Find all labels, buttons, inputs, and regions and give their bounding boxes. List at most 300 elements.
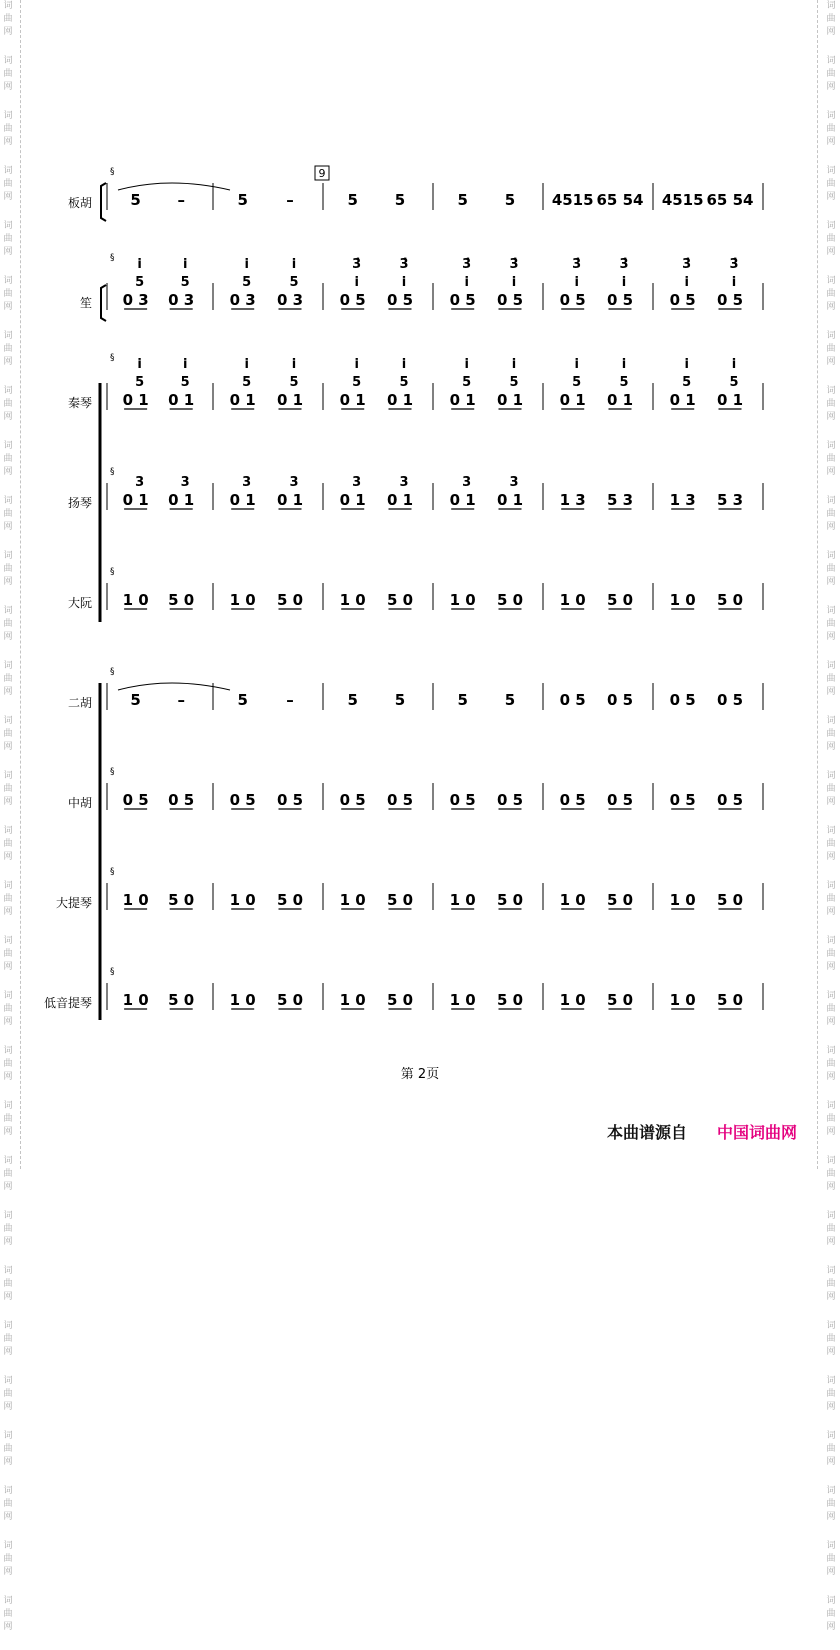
note: 0 5: [339, 291, 366, 309]
chord-note-upper: i: [464, 357, 469, 372]
watermark-char: 曲: [826, 234, 836, 244]
note: 5 0: [276, 891, 304, 909]
watermark-char: 网: [3, 1567, 13, 1577]
watermark-char: 词: [3, 496, 13, 506]
note: 0 1: [276, 491, 304, 509]
watermark-char: 词: [826, 1541, 836, 1551]
segno-mark: §: [110, 467, 115, 477]
note: 1 0: [122, 891, 149, 909]
note: 0 5: [716, 691, 744, 709]
note: 65 54: [596, 191, 644, 209]
chord-note: 5: [729, 375, 739, 390]
watermark-char: 网: [826, 82, 836, 92]
chord-note: i: [731, 275, 737, 290]
note: 0 1: [496, 491, 524, 509]
segno-mark: §: [110, 167, 115, 177]
watermark-char: 曲: [826, 674, 836, 684]
watermark-char: 网: [3, 962, 13, 972]
watermark-char: 网: [826, 632, 836, 642]
chord-note: 5: [180, 375, 190, 390]
note: 0 1: [168, 491, 195, 509]
watermark-char: 网: [3, 1127, 13, 1137]
watermark-char: 词: [3, 1, 13, 11]
watermark-char: 网: [3, 797, 13, 807]
watermark-char: 词: [3, 331, 13, 341]
watermark-char: 网: [3, 852, 13, 862]
watermark-char: 网: [3, 687, 13, 697]
watermark-gap: [826, 1634, 836, 1650]
instrument-name: 中胡: [67, 796, 92, 810]
segno-mark: §: [110, 767, 115, 777]
note: 1 0: [122, 991, 149, 1009]
watermark-char: 曲: [3, 1499, 13, 1509]
watermark-char: 网: [3, 27, 13, 37]
note: 0 1: [339, 491, 366, 509]
note: 0 5: [339, 791, 366, 809]
watermark-char: 词: [3, 1156, 13, 1166]
watermark-char: 曲: [3, 344, 13, 354]
note: 5: [394, 191, 406, 209]
watermark-char: 曲: [826, 1169, 836, 1179]
watermark-char: 词: [826, 166, 836, 176]
watermark-char: 曲: [3, 1114, 13, 1124]
note: 5 0: [386, 991, 414, 1009]
watermark-char: 网: [826, 467, 836, 477]
watermark-char: 词: [826, 386, 836, 396]
chord-note: 3: [462, 475, 472, 490]
chord-note-upper: i: [182, 357, 188, 372]
watermark-char: 曲: [826, 1114, 836, 1124]
segno-mark: §: [110, 867, 115, 877]
instrument-name: 大阮: [67, 596, 92, 610]
watermark-char: 曲: [826, 399, 836, 409]
note: 5 0: [386, 891, 414, 909]
watermark-char: 词: [3, 771, 13, 781]
note: 0 5: [168, 791, 195, 809]
note: 5 0: [606, 591, 634, 609]
note: 0 5: [669, 291, 696, 309]
chord-note-upper: i: [137, 357, 142, 372]
watermark-char: 网: [3, 192, 13, 202]
note: 1 0: [339, 891, 366, 909]
watermark-char: 网: [3, 137, 13, 147]
watermark-char: 曲: [826, 14, 836, 24]
chord-note: i: [464, 275, 469, 290]
watermark-char: 网: [826, 687, 836, 697]
watermark-char: 网: [3, 1017, 13, 1027]
segno-mark: §: [110, 353, 115, 363]
chord-note: i: [574, 275, 579, 290]
note: 5 0: [716, 591, 744, 609]
watermark-char: 曲: [826, 124, 836, 134]
chord-note: 5: [242, 375, 252, 390]
note: 0 1: [122, 491, 149, 509]
chord-note-upper: 3̇: [352, 257, 362, 272]
watermark-char: 网: [826, 137, 836, 147]
note: 4515: [661, 191, 704, 209]
note: 0 5: [606, 291, 634, 309]
note: 0 5: [276, 791, 304, 809]
watermark-char: 网: [826, 742, 836, 752]
watermark-char: 曲: [826, 1279, 836, 1289]
note: 5 0: [496, 591, 524, 609]
note: 5 0: [496, 891, 524, 909]
note: 1 0: [339, 591, 366, 609]
watermark-char: 网: [826, 1127, 836, 1137]
watermark-char: 曲: [3, 179, 13, 189]
watermark-gap: [826, 1359, 836, 1375]
watermark-gap: [826, 1414, 836, 1430]
note: 1 0: [229, 891, 256, 909]
watermark-gap: [3, 1194, 13, 1210]
barlines: [107, 183, 763, 1010]
watermark-gap: [3, 1359, 13, 1375]
note: 5 0: [168, 591, 195, 609]
chord-note: 3: [242, 475, 252, 490]
note: 0 1: [122, 391, 149, 409]
chord-note: i: [511, 275, 517, 290]
watermark-char: 曲: [826, 729, 836, 739]
watermark-char: 网: [826, 1457, 836, 1467]
chord-note-upper: 3̇: [462, 257, 472, 272]
watermark-char: 网: [826, 247, 836, 257]
watermark-char: 词: [826, 276, 836, 286]
chord-note: 5: [462, 375, 472, 390]
instrument-names: [44, 167, 115, 1010]
watermark-gap: [826, 1084, 836, 1100]
note: 0 5: [606, 791, 634, 809]
watermark-char: 曲: [826, 1224, 836, 1234]
instrument-name: 秦琴: [67, 396, 92, 410]
note: 5 0: [606, 991, 634, 1009]
watermark-char: 网: [3, 247, 13, 257]
watermark-char: 词: [826, 826, 836, 836]
watermark-char: 网: [3, 522, 13, 532]
watermark-char: 曲: [3, 454, 13, 464]
note: 5: [237, 191, 248, 209]
note: 0 5: [559, 791, 586, 809]
chord-note-upper: i: [291, 257, 297, 272]
watermark-char: 曲: [826, 1389, 836, 1399]
watermark-char: 网: [826, 1017, 836, 1027]
note: 0 1: [606, 391, 634, 409]
watermark-char: 词: [826, 1156, 836, 1166]
watermark-gap: [3, 1084, 13, 1100]
watermark-char: 网: [826, 1292, 836, 1302]
chord-note-upper: i: [511, 357, 517, 372]
watermark-gap: [826, 1304, 836, 1320]
chord-note: 3: [509, 475, 519, 490]
watermark-char: 曲: [3, 839, 13, 849]
watermark-gap: [826, 1194, 836, 1210]
note: 0 5: [229, 791, 256, 809]
watermark-char: 曲: [826, 1444, 836, 1454]
chord-note: 5: [682, 375, 692, 390]
instrument-name: 大提琴: [55, 896, 92, 910]
note: 5: [394, 691, 406, 709]
note: 1 0: [559, 991, 586, 1009]
watermark-char: 词: [3, 56, 13, 66]
note: 5: [130, 691, 141, 709]
footer-site-link[interactable]: 中国词曲网: [717, 1123, 798, 1142]
watermark-gap: [3, 1249, 13, 1265]
note: 1 0: [339, 991, 366, 1009]
watermark-char: 曲: [826, 69, 836, 79]
watermark-char: 词: [3, 1596, 13, 1606]
note: 0 1: [449, 491, 476, 509]
watermark-char: 词: [3, 1101, 13, 1111]
watermark-char: 曲: [826, 1554, 836, 1564]
watermark-char: 曲: [3, 784, 13, 794]
watermark-char: 词: [3, 1486, 13, 1496]
watermark-char: 网: [826, 962, 836, 972]
note: 1 0: [229, 591, 256, 609]
note: 0 5: [122, 791, 149, 809]
note: 0 5: [716, 291, 744, 309]
note: 5 3: [716, 491, 744, 509]
watermark-char: 曲: [3, 1059, 13, 1069]
watermark-char: 曲: [3, 729, 13, 739]
watermark-char: 词: [826, 1431, 836, 1441]
chord-note-upper: i: [244, 257, 249, 272]
chord-note: i: [621, 275, 627, 290]
chord-note: 5: [572, 375, 582, 390]
note: 0 5: [669, 791, 696, 809]
page-number: 第 2页: [400, 1067, 440, 1082]
note: 0 5: [669, 691, 696, 709]
chord-note: 3: [180, 475, 190, 490]
watermark-gap: [3, 1139, 13, 1155]
watermark-char: 曲: [826, 344, 836, 354]
note: 5: [504, 191, 516, 209]
note: 0 5: [559, 691, 586, 709]
chord-note-upper: i: [244, 357, 249, 372]
watermark-char: 词: [3, 991, 13, 1001]
chord-note: 3: [399, 475, 409, 490]
watermark-char: 词: [3, 881, 13, 891]
watermark-char: 曲: [3, 124, 13, 134]
watermark-gap: [826, 1469, 836, 1485]
bracket-group-2: [101, 285, 106, 321]
chord-note-upper: i: [401, 357, 407, 372]
watermark-char: 网: [3, 467, 13, 477]
chord-note: 5: [509, 375, 519, 390]
watermark-char: 网: [826, 577, 836, 587]
watermark-char: 词: [826, 1046, 836, 1056]
note: 5: [347, 191, 358, 209]
watermark-char: 词: [3, 111, 13, 121]
watermark-char: 词: [3, 661, 13, 671]
watermark-char: 词: [826, 606, 836, 616]
chord-note: 5: [289, 375, 299, 390]
watermark-char: 曲: [826, 289, 836, 299]
instrument-name: 板胡: [67, 196, 92, 210]
note: 5: [457, 191, 468, 209]
note: 1 0: [229, 991, 256, 1009]
watermark-char: 网: [826, 27, 836, 37]
chord-note: 5: [619, 375, 629, 390]
watermark-char: 词: [826, 1376, 836, 1386]
note: 1 0: [559, 591, 586, 609]
watermark-char: 曲: [826, 949, 836, 959]
watermark-char: 曲: [3, 564, 13, 574]
watermark-char: 词: [3, 551, 13, 561]
watermark-char: 词: [3, 221, 13, 231]
chord-note-upper: 3̇: [399, 257, 409, 272]
note: 1 0: [559, 891, 586, 909]
watermark-char: 网: [3, 1402, 13, 1412]
watermark-char: 曲: [3, 1279, 13, 1289]
watermark-char: 曲: [3, 1334, 13, 1344]
watermark-char: 网: [3, 1457, 13, 1467]
watermark-char: 曲: [826, 179, 836, 189]
note: 0 1: [496, 391, 524, 409]
watermark-char: 曲: [826, 454, 836, 464]
chord-note: 5: [135, 375, 145, 390]
watermark-gap: [3, 1304, 13, 1320]
watermark-char: 曲: [826, 839, 836, 849]
watermark-gap: [826, 1249, 836, 1265]
footer-source-label: 本曲谱源自: [607, 1123, 688, 1142]
watermark-char: 网: [826, 192, 836, 202]
segno-mark: §: [110, 667, 115, 677]
watermark-char: 曲: [826, 894, 836, 904]
watermark-char: 曲: [3, 619, 13, 629]
watermark-char: 网: [3, 907, 13, 917]
note: 5 3: [606, 491, 634, 509]
note: 0 5: [496, 291, 524, 309]
segno-mark: §: [110, 253, 115, 263]
watermark-char: 词: [826, 716, 836, 726]
chord-note-upper: 3̇: [619, 257, 629, 272]
note: 5: [347, 691, 358, 709]
note: 5: [457, 691, 468, 709]
note: 5 0: [276, 591, 304, 609]
watermark-char: 曲: [3, 399, 13, 409]
chord-note-upper: i: [621, 357, 627, 372]
watermark-gap: [3, 1579, 13, 1595]
note: 4515: [551, 191, 594, 209]
instrument-name: 笙: [79, 296, 92, 310]
chord-note-upper: i: [684, 357, 689, 372]
watermark-char: 词: [826, 111, 836, 121]
segno-mark: §: [110, 967, 115, 977]
chord-note: 5: [242, 275, 252, 290]
chord-note: 3: [289, 475, 299, 490]
watermark-char: 曲: [3, 1444, 13, 1454]
note: 0 3: [168, 291, 195, 309]
watermark-char: 网: [826, 1567, 836, 1577]
note: 1 0: [669, 891, 696, 909]
note: 1 0: [449, 991, 476, 1009]
chord-note-upper: 3̇: [509, 257, 519, 272]
note: 5 0: [496, 991, 524, 1009]
note: 5 0: [168, 891, 195, 909]
watermark-char: 词: [826, 441, 836, 451]
watermark-char: 网: [826, 1237, 836, 1247]
note: 0 1: [229, 491, 256, 509]
watermark-char: 词: [3, 441, 13, 451]
note: 0 1: [276, 391, 304, 409]
chord-note: 5: [135, 275, 145, 290]
note: 1 3: [559, 491, 586, 509]
watermark-char: 曲: [3, 1554, 13, 1564]
chord-note-upper: 3̇: [572, 257, 582, 272]
note: 0 1: [386, 391, 414, 409]
note: 1 0: [122, 591, 149, 609]
watermark-char: 曲: [3, 14, 13, 24]
watermark-char: 词: [826, 771, 836, 781]
watermark-char: 词: [826, 661, 836, 671]
note: 0 1: [716, 391, 744, 409]
watermark-char: 网: [3, 302, 13, 312]
instrument-name: 低音提琴: [43, 996, 92, 1010]
watermark-char: 网: [3, 1347, 13, 1357]
chord-note-upper: 3̇: [682, 257, 692, 272]
watermark-char: 网: [3, 1292, 13, 1302]
watermark-char: 词: [826, 56, 836, 66]
note: 1 0: [449, 591, 476, 609]
note: 0 5: [386, 791, 414, 809]
watermark-char: 网: [826, 1512, 836, 1522]
watermark-char: 网: [3, 1622, 13, 1632]
watermark-char: 网: [3, 577, 13, 587]
instrument-name: 二胡: [67, 696, 92, 710]
note: –: [286, 691, 294, 709]
segno-mark: §: [110, 567, 115, 577]
watermark-char: 词: [3, 606, 13, 616]
watermark-char: 曲: [3, 894, 13, 904]
watermark-char: 网: [826, 302, 836, 312]
note: 0 1: [669, 391, 696, 409]
note: 0 1: [559, 391, 586, 409]
note: 5 0: [716, 991, 744, 1009]
watermark-char: 词: [826, 1596, 836, 1606]
watermark-gap: [3, 1414, 13, 1430]
watermark-char: 网: [826, 1622, 836, 1632]
watermark-char: 曲: [3, 509, 13, 519]
chord-note: 5: [399, 375, 409, 390]
note: –: [177, 191, 185, 209]
note: –: [177, 691, 185, 709]
watermark-char: 词: [3, 1211, 13, 1221]
note: 0 1: [229, 391, 256, 409]
watermark-char: 词: [3, 936, 13, 946]
watermark-char: 词: [826, 1, 836, 11]
chord-note: i: [354, 275, 359, 290]
chord-note: 5: [180, 275, 190, 290]
note: 0 5: [449, 791, 476, 809]
watermark-gap: [826, 1579, 836, 1595]
watermark-char: 网: [826, 907, 836, 917]
instrument-name: 扬琴: [67, 496, 92, 510]
watermark-char: 词: [826, 221, 836, 231]
chord-note: 3: [135, 475, 145, 490]
watermark-char: 词: [3, 716, 13, 726]
watermark-char: 网: [826, 1347, 836, 1357]
watermark-char: 词: [826, 496, 836, 506]
bracket-group-1: [101, 183, 106, 221]
watermark-gap: [3, 1469, 13, 1485]
note: 0 5: [386, 291, 414, 309]
watermark-char: 曲: [3, 69, 13, 79]
note: 0 5: [716, 791, 744, 809]
note: 1 0: [669, 591, 696, 609]
chord-note: i: [401, 275, 407, 290]
note: 5 0: [386, 591, 414, 609]
note: 0 5: [559, 291, 586, 309]
note: 0 1: [449, 391, 476, 409]
